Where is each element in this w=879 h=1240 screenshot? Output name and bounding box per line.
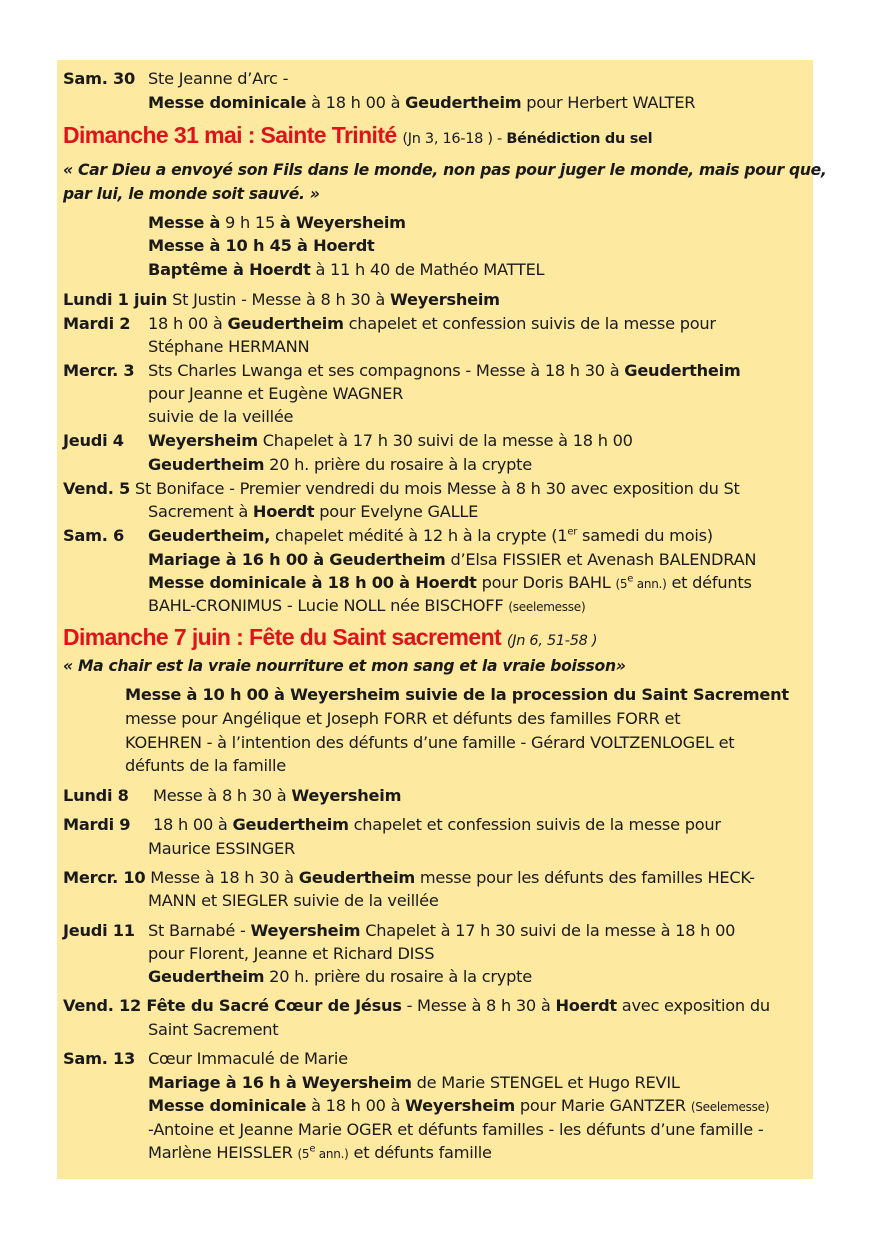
place-name: Weyersheim xyxy=(148,431,258,450)
day-label: Mercr. 3 xyxy=(63,361,135,380)
entry-text: Sts Charles Lwanga et ses compagnons - Messe à 18 h 30 à xyxy=(148,361,625,380)
entry-text: Chapelet à 17 h 30 suivi de la messe à 18 h 00 xyxy=(257,431,633,450)
superscript: e xyxy=(627,573,634,585)
entry-line xyxy=(153,815,721,835)
entry-text: Messe à 18 h 30 à xyxy=(145,868,299,887)
day-label: Sam. 6 xyxy=(63,526,124,545)
annotation: (seelemesse) xyxy=(508,600,586,614)
entry-line xyxy=(148,573,752,594)
entry-text: Marlène HEISSLER xyxy=(148,1143,298,1162)
entry-text: et défunts xyxy=(666,573,752,592)
annotation: (Seelemesse) xyxy=(690,1100,770,1114)
entry-text: chapelet et confession suivis de la messe pour xyxy=(343,314,716,333)
superscript: e xyxy=(309,1143,316,1155)
mass-label: Messe dominicale xyxy=(148,93,307,112)
mass-label: Messe dominicale xyxy=(148,1096,307,1115)
entry-line xyxy=(148,213,406,233)
sunday-heading xyxy=(63,624,597,654)
entry-text: 9 h 15 xyxy=(220,213,280,232)
place-name: Geudertheim xyxy=(298,868,415,887)
entry-line xyxy=(63,290,500,310)
entry-text: Saint Sacrement xyxy=(148,1020,279,1039)
entry-text: Maurice ESSINGER xyxy=(148,839,295,858)
entry-text: KOEHREN - à l’intention des défunts d’une famille - Gérard VOLTZENLOGEL et xyxy=(125,733,735,752)
entry-line xyxy=(148,361,741,381)
day-label: Vend. 5 xyxy=(63,479,131,498)
day-label: Lundi 1 juin xyxy=(63,290,168,309)
place-name: Geudertheim xyxy=(148,455,265,474)
entry-line xyxy=(148,1073,680,1093)
place-name: Geudertheim xyxy=(624,361,741,380)
gospel-quote: « Ma chair est la vraie nourriture et mon sang et la vraie boisson» xyxy=(63,657,626,675)
entry-line xyxy=(63,996,770,1016)
entry-line xyxy=(148,314,716,334)
annotation: ann.) xyxy=(633,577,667,591)
entry-text: -Antoine et Jeanne Marie OGER et défunts familles - les défunts d’une famille - xyxy=(148,1120,764,1139)
place-name: Geudertheim xyxy=(405,93,522,112)
entry-text: Cœur Immaculé de Marie xyxy=(148,1049,348,1068)
entry-line xyxy=(148,550,756,570)
place-name: Weyersheim xyxy=(389,290,500,309)
sunday-title: Dimanche 31 mai : Sainte Trinité xyxy=(63,122,403,148)
entry-text: avec exposition du xyxy=(616,996,770,1015)
place-name: Hoerdt xyxy=(252,502,315,521)
entry-text: Sacrement à xyxy=(148,502,253,521)
feast-label: Fête du Sacré Cœur de Jésus xyxy=(141,996,402,1015)
entry-text: chapelet et confession suivis de la messe pour xyxy=(348,815,721,834)
day-label: Mardi 2 xyxy=(63,314,131,333)
entry-text: pour Marie GANTZER xyxy=(514,1096,691,1115)
place-name: Hoerdt xyxy=(555,996,617,1015)
entry-line xyxy=(148,455,532,475)
entry-text: MANN et SIEGLER suivie de la veillée xyxy=(148,891,439,910)
entry-line xyxy=(63,868,755,888)
entry-line xyxy=(148,1143,492,1164)
day-label: Sam. 30 xyxy=(63,69,136,88)
entry-text: de Marie STENGEL et Hugo REVIL xyxy=(411,1073,680,1092)
mass-label: Messe à xyxy=(148,213,221,232)
entry-text: Stéphane HERMANN xyxy=(148,337,310,356)
sunday-title: Dimanche 7 juin : Fête du Saint sacrement xyxy=(63,624,507,650)
sunday-heading xyxy=(63,122,652,152)
place-name: Weyersheim xyxy=(405,1096,515,1115)
annotation: ann.) xyxy=(315,1147,349,1161)
place-name: Geudertheim xyxy=(227,314,344,333)
entry-line xyxy=(148,260,544,280)
entry-text: 18 h 00 à xyxy=(148,314,228,333)
entry-line xyxy=(148,93,695,113)
baptism-label: Baptême à Hoerdt xyxy=(148,260,311,279)
entry-text: pour Evelyne GALLE xyxy=(314,502,479,521)
entry-line xyxy=(148,967,532,987)
place-name: Geudertheim, xyxy=(148,526,271,545)
entry-text: St Boniface - Premier vendredi du mois Messe à 8 h 30 avec exposition du St xyxy=(130,479,740,498)
day-label: Jeudi 11 xyxy=(63,921,135,940)
gospel-quote: par lui, le monde soit sauvé. » xyxy=(63,185,320,203)
entry-text: BAHL-CRONIMUS - Lucie NOLL née BISCHOFF xyxy=(148,596,509,615)
entry-line xyxy=(148,526,713,546)
entry-line: Messe à 10 h 00 à Weyersheim suivie de la procession du Saint Sacrement xyxy=(125,685,789,704)
entry-line xyxy=(148,596,585,617)
entry-text: - Messe à 8 h 30 à xyxy=(401,996,556,1015)
place-name: Geudertheim xyxy=(148,967,265,986)
scripture-ref: (Jn 6, 51-58 ) xyxy=(506,633,598,649)
entry-text: chapelet médité à 12 h à la crypte (1 xyxy=(270,526,568,545)
entry-text: à 11 h 40 de Mathéo MATTEL xyxy=(310,260,545,279)
gospel-quote: « Car Dieu a envoyé son Fils dans le monde, non pas pour juger le monde, mais pour que, xyxy=(63,161,827,179)
entry-text: 20 h. prière du rosaire à la crypte xyxy=(264,455,532,474)
scripture-ref: (Jn 3, 16-18 ) - xyxy=(402,131,507,147)
day-label: Jeudi 4 xyxy=(63,431,124,450)
entry-text: 20 h. prière du rosaire à la crypte xyxy=(264,967,532,986)
entry-text: défunts de la famille xyxy=(125,756,286,775)
entry-line xyxy=(148,1096,769,1117)
entry-text: et défunts famille xyxy=(348,1143,492,1162)
day-label: Mardi 9 xyxy=(63,815,131,834)
entry-text: pour Jeanne et Eugène WAGNER xyxy=(148,384,404,403)
entry-text: pour Herbert WALTER xyxy=(521,93,696,112)
heading-extra: Bénédiction du sel xyxy=(506,131,653,147)
entry-text: samedi du mois) xyxy=(577,526,713,545)
wedding-label: Mariage à 16 h 00 à Geudertheim xyxy=(148,550,446,569)
entry-text: suivie de la veillée xyxy=(148,407,294,426)
place-name: Weyersheim xyxy=(250,921,361,940)
entry-text: d’Elsa FISSIER et Avenash BALENDRAN xyxy=(445,550,757,569)
entry-text: 18 h 00 à xyxy=(153,815,233,834)
entry-line xyxy=(148,921,735,941)
day-label: Mercr. 10 xyxy=(63,868,146,887)
entry-text: messe pour les défunts des familles HECK- xyxy=(414,868,755,887)
entry-line xyxy=(148,502,478,522)
entry-text: St Barnabé - xyxy=(148,921,251,940)
entry-line xyxy=(153,786,401,806)
superscript: er xyxy=(567,526,578,538)
entry-text: messe pour Angélique et Joseph FORR et défunts des familles FORR et xyxy=(125,709,681,728)
day-label: Lundi 8 xyxy=(63,786,129,805)
place-name: Weyersheim xyxy=(291,786,402,805)
entry-text: Messe à 8 h 30 à xyxy=(153,786,292,805)
place-name: Geudertheim xyxy=(232,815,349,834)
day-label: Sam. 13 xyxy=(63,1049,136,1068)
annotation: (5 xyxy=(297,1147,310,1161)
entry-text: Ste Jeanne d’Arc - xyxy=(148,69,289,88)
place-name: à Weyersheim xyxy=(279,213,406,232)
mass-label: Messe dominicale à 18 h 00 à Hoerdt xyxy=(148,573,477,592)
entry-text: pour Florent, Jeanne et Richard DISS xyxy=(148,944,435,963)
entry-text: Chapelet à 17 h 30 suivi de la messe à 18 h 00 xyxy=(360,921,736,940)
entry-line xyxy=(148,431,633,451)
entry-line: Messe à 10 h 45 à Hoerdt xyxy=(148,236,375,255)
day-label: Vend. 12 xyxy=(63,996,142,1015)
entry-text: St Justin - Messe à 8 h 30 à xyxy=(167,290,390,309)
annotation: (5 xyxy=(615,577,628,591)
entry-text: pour Doris BAHL xyxy=(476,573,616,592)
entry-text: à 18 h 00 à xyxy=(306,93,406,112)
entry-line xyxy=(63,479,740,499)
wedding-label: Mariage à 16 h à Weyersheim xyxy=(148,1073,412,1092)
entry-text: à 18 h 00 à xyxy=(306,1096,406,1115)
